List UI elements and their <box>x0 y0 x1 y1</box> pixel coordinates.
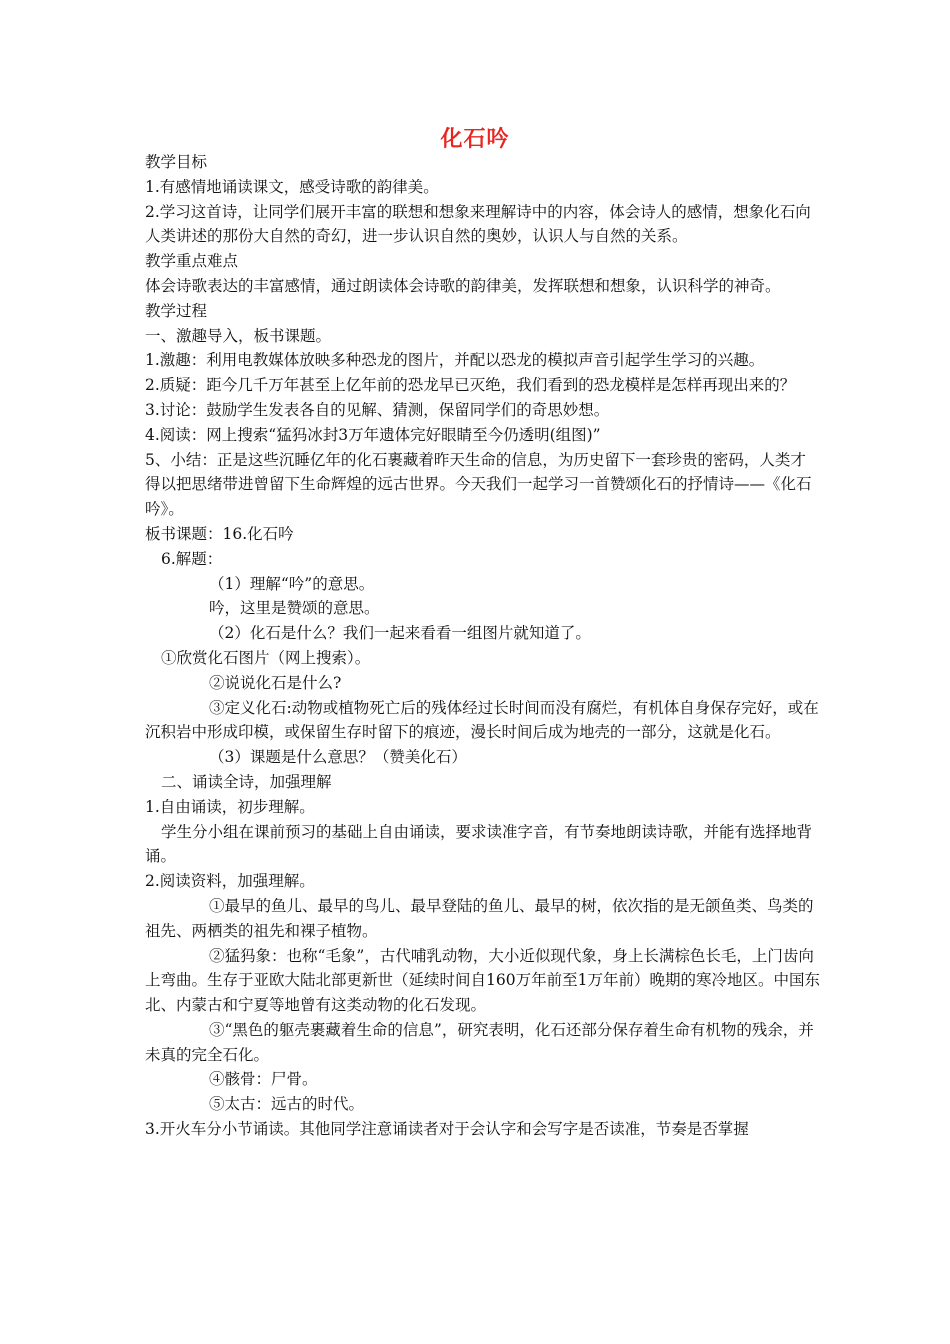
paragraph: （2）化石是什么？我们一起来看看一组图片就知道了。 <box>209 624 591 643</box>
paragraph: （1）理解“吟”的意思。 <box>209 574 375 593</box>
paragraph: 学生分小组在课前预习的基础上自由诵读，要求读准字音，有节奏地朗读诗歌，并能有选择地背诵。 <box>145 822 813 866</box>
paragraph: 一、激趣导入，板书课题。 <box>145 326 332 345</box>
paragraph: 4.阅读：网上搜索“猛犸冰封3万年遗体完好眼睛至今仍透明(组图)” <box>145 425 601 444</box>
paragraph: 2.阅读资料，加强理解。 <box>145 872 315 891</box>
paragraph: 1.有感情地诵读课文，感受诗歌的韵律美。 <box>145 177 439 196</box>
paragraph: ①欣赏化石图片（网上搜索）。 <box>161 648 371 667</box>
paragraph: ④骸骨：尸骨。 <box>209 1070 318 1089</box>
paragraph: 2.质疑：距今几千万年甚至上亿年前的恐龙早已灭绝，我们看到的恐龙模样是怎样再现出来的？ <box>145 376 796 395</box>
document-body <box>145 150 821 1142</box>
document-title: 化石吟 <box>440 126 510 152</box>
paragraph: 教学重点难点 <box>145 252 239 271</box>
paragraph: ②说说化石是什么? <box>209 673 342 692</box>
paragraph: 1.激趣：利用电教媒体放映多种恐龙的图片，并配以恐龙的模拟声音引起学生学习的兴趣。 <box>145 351 765 370</box>
paragraph: （3）课题是什么意思？（赞美化石） <box>209 748 467 767</box>
paragraph: 教学过程 <box>145 301 208 320</box>
paragraph: 3.讨论：鼓励学生发表各自的见解、猜测，保留同学们的奇思妙想。 <box>145 400 610 419</box>
paragraph: ③“黑色的躯壳裹藏着生命的信息”，研究表明，化石还部分保存着生命有机物的残余，并未真的完全石化。 <box>145 1020 814 1064</box>
paragraph: ②猛犸象：也称“毛象”，古代哺乳动物，大小近似现代象，身上长满棕色长毛，上门齿向上弯曲。生存于亚欧大陆北部更新世（延续时间自160万年前至1万年前）晚期的寒冷地区。中国东北、内蒙古和宁夏等地曾有这类动物的化石发现。 <box>145 946 820 1015</box>
paragraph: ③定义化石:动物或植物死亡后的残体经过长时间而没有腐烂，有机体自身保存完好，或在沉积岩中形成印模，或保留生存时留下的痕迹，漫长时间后成为地壳的一部分，这就是化石。 <box>145 698 819 742</box>
paragraph: 板书课题：16.化石吟 <box>145 524 294 543</box>
paragraph: ①最早的鱼儿、最早的鸟儿、最早登陆的鱼儿、最早的树，依次指的是无颌鱼类、鸟类的祖先、两栖类的祖先和裸子植物。 <box>145 896 814 940</box>
paragraph: 吟，这里是赞颂的意思。 <box>209 599 380 618</box>
paragraph: 教学目标 <box>145 153 208 171</box>
paragraph: 6.解题： <box>161 549 223 568</box>
paragraph: 二、诵读全诗，加强理解 <box>161 772 332 791</box>
paragraph: 3.开火车分小节诵读。其他同学注意诵读者对于会认字和会写字是否读准，节奏是否掌握 <box>145 1120 749 1139</box>
paragraph: ⑤太古：远古的时代。 <box>209 1095 365 1114</box>
paragraph: 1.自由诵读，初步理解。 <box>145 797 315 816</box>
paragraph: 5、小结：正是这些沉睡亿年的化石裹藏着昨天生命的信息，为历史留下一套珍贵的密码，人类才得以把思绪带进曾留下生命辉煌的远古世界。今天我们一起学习一首赞颂化石的抒情诗——《化石吟》。 <box>145 450 812 519</box>
paragraph: 2.学习这首诗，让同学们展开丰富的联想和想象来理解诗中的内容，体会诗人的感情，想象化石向人类讲述的那份大自然的奇幻，进一步认识自然的奥妙，认识人与自然的关系。 <box>145 202 811 246</box>
paragraph: 体会诗歌表达的丰富感情，通过朗读体会诗歌的韵律美，发挥联想和想象，认识科学的神奇。 <box>145 276 781 295</box>
